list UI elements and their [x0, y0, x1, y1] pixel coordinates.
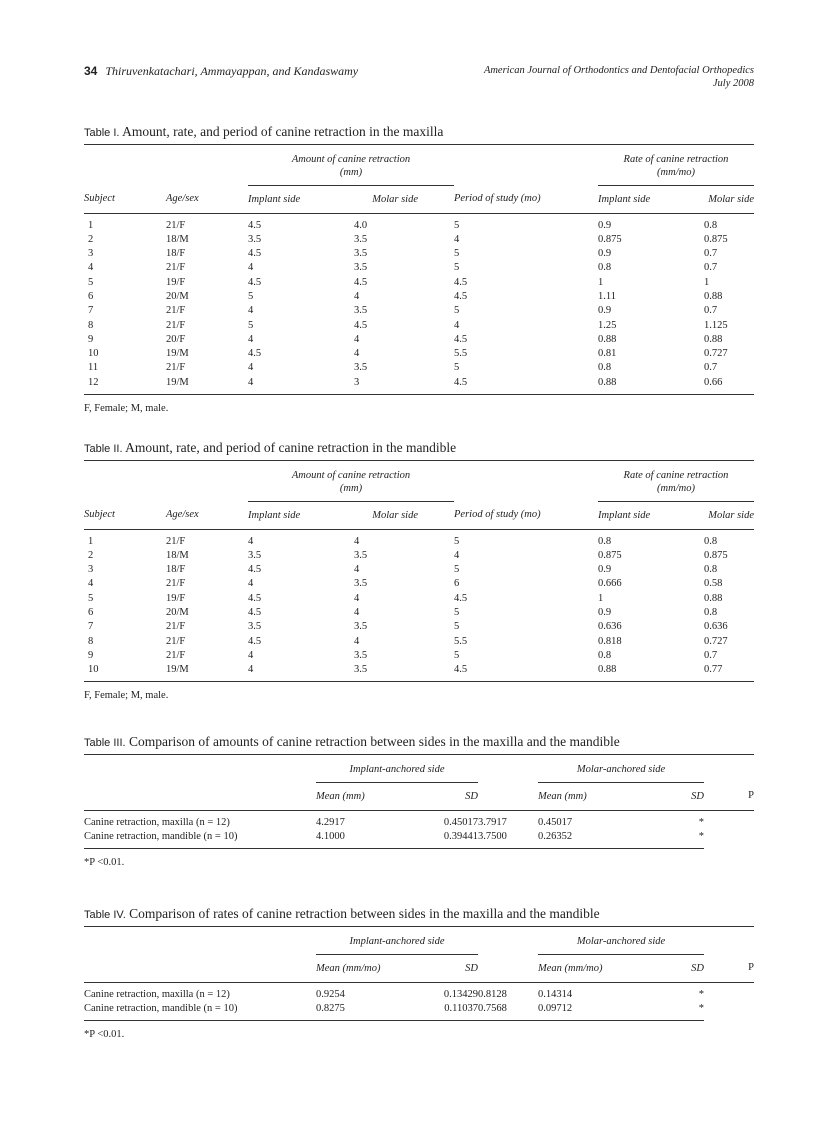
- table-row: [84, 376, 754, 395]
- table-row: [84, 276, 754, 290]
- table-cell: 20/M: [166, 606, 189, 618]
- table-cell: 4.5: [454, 376, 598, 395]
- table-cell: 0.81: [598, 348, 617, 360]
- table-cell: 5: [248, 290, 254, 302]
- table-cell: 4: [354, 290, 360, 302]
- table-cell: 0.13429: [443, 988, 478, 1000]
- table-cell: 5: [454, 362, 460, 374]
- table-cell: 3: [88, 564, 94, 576]
- table-cell: 0.88: [598, 663, 704, 682]
- table-cell: 21/F: [166, 621, 186, 633]
- table-cell: Canine retraction, maxilla (n = 12): [84, 816, 230, 828]
- table-cell: 4: [248, 578, 254, 590]
- column-headers: Mean (mm) SD Mean (mm) SD P: [84, 782, 754, 810]
- table-cell: 21/F: [166, 219, 186, 231]
- table-cell: *: [698, 988, 704, 1000]
- table-cell: 4: [354, 348, 360, 360]
- table-cell: 9: [88, 333, 94, 345]
- table-footnote: *P <0.01.: [84, 857, 125, 869]
- group-header-molar: Molar-anchored side: [576, 764, 666, 775]
- table-cell: 3.5: [354, 233, 368, 245]
- table-row: [84, 810, 754, 830]
- table-row: [84, 290, 754, 304]
- table-cell: 4: [454, 319, 460, 331]
- table-cell: 7: [88, 305, 94, 317]
- table-cell: 4: [354, 333, 360, 345]
- table-cell: 0.636: [598, 621, 622, 633]
- table-cell: 4.5: [248, 276, 262, 288]
- journal-name: American Journal of Orthodontics and Dentofacial Orthopedics: [483, 65, 754, 76]
- table-cell: 21/F: [166, 578, 186, 590]
- table-cell: 4.5: [248, 348, 262, 360]
- table-cell: 1: [704, 276, 710, 288]
- table-cell: 4: [248, 535, 254, 547]
- table-cell: 3.5: [354, 362, 368, 374]
- table-cell: 0.875: [598, 233, 622, 245]
- table-row: [84, 635, 754, 649]
- table-cell: 4.1000: [316, 830, 420, 849]
- group-header-implant: Implant-anchored side: [349, 764, 445, 775]
- table-cell: 19/F: [166, 276, 186, 288]
- table-cell: 3: [88, 248, 94, 260]
- table-cell: 0.727: [704, 348, 728, 360]
- table-cell: 4.5: [454, 333, 468, 345]
- table-row: [84, 549, 754, 563]
- table-cell: 4.5: [248, 606, 262, 618]
- table-cell: 0.26352: [538, 830, 642, 849]
- table-cell: 3.5: [354, 549, 368, 561]
- table-cell: 4.5: [354, 319, 368, 331]
- table-cell: 21/F: [166, 319, 186, 331]
- table-footnote: F, Female; M, male.: [84, 690, 169, 702]
- table-footnote: F, Female; M, male.: [84, 403, 169, 415]
- table-row: [84, 606, 754, 620]
- table-cell: Canine retraction, mandible (n = 10): [84, 1002, 316, 1021]
- table-cell: 21/F: [166, 535, 186, 547]
- table-cell: 4.5: [454, 290, 468, 302]
- table-cell: 4.2917: [316, 816, 345, 828]
- running-header-left: [84, 64, 358, 79]
- table-row: [84, 1002, 754, 1021]
- table-row: [84, 361, 754, 375]
- table-cell: 19/M: [166, 348, 189, 360]
- table-cell: 11: [88, 362, 99, 374]
- table-cell: 6: [88, 606, 94, 618]
- table-cell: 1: [598, 276, 604, 288]
- table-row: [84, 529, 754, 549]
- table-cell: 18/M: [166, 233, 189, 245]
- table-row: [84, 304, 754, 318]
- group-header-rate: Rate of canine retraction (mm/mo): [623, 470, 729, 494]
- table-cell: 20/F: [166, 333, 186, 345]
- table-row: [84, 663, 754, 682]
- table-caption: Table I. Amount, rate, and period of canine retraction in the maxilla: [84, 124, 444, 139]
- table-cell: 0.9: [598, 305, 612, 317]
- table-cell: 7: [88, 621, 94, 633]
- table-cell: 19/F: [166, 592, 186, 604]
- table-cell: 0.39441: [420, 830, 478, 849]
- table-cell: 0.88: [704, 290, 723, 302]
- table-cell: 19/M: [166, 376, 248, 395]
- table-cell: 0.58: [704, 578, 723, 590]
- table-cell: 0.7568: [478, 1002, 538, 1021]
- table-cell: 0.66: [704, 376, 754, 395]
- table-cell: 3.5: [248, 233, 262, 245]
- table-row: [84, 592, 754, 606]
- table-cell: 4: [354, 535, 360, 547]
- table-cell: 18/M: [166, 549, 189, 561]
- table-2: [84, 440, 754, 701]
- group-header-molar: Molar-anchored side: [576, 936, 666, 947]
- table-cell: 0.88: [704, 592, 723, 604]
- table-cell: 0.8: [704, 219, 718, 231]
- table-cell: 5: [454, 649, 460, 661]
- table-cell: 0.636: [704, 621, 728, 633]
- data-table: [84, 461, 754, 682]
- table-row: [84, 261, 754, 275]
- table-cell: *: [698, 816, 704, 828]
- table-cell: 1: [88, 535, 94, 547]
- table-cell: 0.666: [598, 578, 622, 590]
- table-cell: 4: [248, 262, 254, 274]
- table-cell: 12: [84, 376, 166, 395]
- table-cell: 4.5: [454, 592, 468, 604]
- table-cell: 21/F: [166, 262, 186, 274]
- table-row: [84, 247, 754, 261]
- table-row: [84, 830, 754, 849]
- table-cell: 8: [88, 635, 94, 647]
- table-3: [84, 734, 754, 868]
- table-cell: 4: [88, 262, 94, 274]
- table-cell: 5: [454, 535, 460, 547]
- table-cell: 5: [248, 319, 254, 331]
- group-header-amount: Amount of canine retraction (mm): [291, 154, 411, 178]
- table-cell: 0.7: [704, 305, 718, 317]
- table-cell: 0.9: [598, 606, 612, 618]
- table-cell: 3.7917: [478, 816, 507, 828]
- table-cell: 4: [88, 578, 94, 590]
- table-cell: 0.8275: [316, 1002, 420, 1021]
- table-row: [84, 577, 754, 591]
- table-cell: 4.5: [248, 592, 262, 604]
- table-cell: 4: [354, 564, 360, 576]
- table-cell: 3.7500: [478, 830, 538, 849]
- table-cell: 0.8: [598, 262, 612, 274]
- data-table: [84, 927, 754, 1021]
- table-cell: 5: [454, 262, 460, 274]
- table-cell: 0.727: [704, 635, 728, 647]
- table-cell: 5: [88, 592, 94, 604]
- table-cell: 0.88: [598, 333, 617, 345]
- table-cell: 21/F: [166, 362, 186, 374]
- table-cell: 0.8: [598, 649, 612, 661]
- table-cell: 0.875: [704, 233, 728, 245]
- table-cell: 0.7: [704, 248, 718, 260]
- table-cell: Canine retraction, mandible (n = 10): [84, 830, 316, 849]
- table-cell: 4: [248, 362, 254, 374]
- table-cell: 0.11037: [420, 1002, 478, 1021]
- table-cell: 0.45017: [538, 816, 573, 828]
- table-footnote: *P <0.01.: [84, 1029, 125, 1041]
- table-cell: 4: [248, 376, 354, 395]
- table-cell: 3.5: [354, 305, 368, 317]
- table-cell: 0.818: [598, 635, 622, 647]
- column-headers: Subject Age/sex Implant side Molar side Period of study (mo) Implant side Molar side: [84, 501, 754, 529]
- table-cell: 3.5: [354, 248, 368, 260]
- table-cell: 0.875: [598, 549, 622, 561]
- table-cell: 4: [354, 606, 360, 618]
- table-cell: 0.88: [704, 333, 723, 345]
- table-cell: 6: [88, 290, 94, 302]
- table-cell: 4.5: [248, 219, 262, 231]
- table-cell: 0.875: [704, 549, 728, 561]
- table-cell: 5.5: [454, 635, 468, 647]
- table-cell: 0.9254: [316, 988, 345, 1000]
- table-cell: 0.9: [598, 248, 612, 260]
- table-cell: 1: [598, 592, 604, 604]
- table-cell: 0.9: [598, 564, 612, 576]
- table-cell: 0.8: [704, 564, 718, 576]
- table-cell: 4.5: [248, 635, 262, 647]
- table-cell: 8: [88, 319, 94, 331]
- table-cell: 2: [88, 233, 94, 245]
- table-cell: 3: [354, 376, 454, 395]
- table-cell: 4: [248, 649, 254, 661]
- table-cell: 0.8: [598, 362, 612, 374]
- table-row: [84, 233, 754, 247]
- table-cell: 2: [88, 549, 94, 561]
- table-row: [84, 649, 754, 663]
- table-cell: 0.45017: [443, 816, 478, 828]
- table-row: [84, 982, 754, 1002]
- table-cell: 5: [454, 621, 460, 633]
- table-row: [84, 319, 754, 333]
- table-cell: 21/F: [166, 305, 186, 317]
- table-cell: 0.8: [704, 535, 718, 547]
- table-cell: 4: [248, 333, 254, 345]
- table-row: [84, 347, 754, 361]
- table-cell: 1: [88, 219, 94, 231]
- table-cell: 5: [454, 305, 460, 317]
- table-cell: 18/F: [166, 564, 186, 576]
- table-cell: 4: [248, 305, 254, 317]
- table-cell: 0.9: [598, 219, 612, 231]
- table-row: [84, 563, 754, 577]
- table-cell: 3.5: [354, 621, 368, 633]
- table-cell: 0.09712: [538, 1002, 642, 1021]
- table-cell: 4: [454, 233, 460, 245]
- table-caption: Table II. Amount, rate, and period of canine retraction in the mandible: [84, 440, 457, 455]
- column-headers: Mean (mm/mo) SD Mean (mm/mo) SD P: [84, 954, 754, 982]
- table-4: [84, 906, 754, 1040]
- issue-date: July 2008: [712, 78, 754, 89]
- table-cell: 4.0: [354, 219, 368, 231]
- table-cell: 18/F: [166, 248, 186, 260]
- group-header-rate: Rate of canine retraction (mm/mo): [623, 154, 729, 178]
- table-cell: 5: [88, 276, 94, 288]
- table-cell: 5: [454, 219, 460, 231]
- table-cell: 5.5: [454, 348, 468, 360]
- table-cell: Canine retraction, maxilla (n = 12): [84, 988, 230, 1000]
- table-cell: 1.11: [598, 290, 616, 302]
- table-cell: 0.8: [598, 535, 612, 547]
- table-caption: Table IV. Comparison of rates of canine retraction between sides in the maxilla and the mandible: [84, 906, 600, 921]
- table-caption: Table III. Comparison of amounts of canine retraction between sides in the maxilla and the mandible: [84, 734, 620, 749]
- page-number: 34: [84, 64, 98, 78]
- table-cell: 3.5: [354, 663, 454, 682]
- table-cell: 1.25: [598, 319, 617, 331]
- table-cell: 0.7: [704, 649, 718, 661]
- table-cell: 10: [84, 663, 166, 682]
- table-cell: 21/F: [166, 649, 186, 661]
- table-cell: 4.5: [248, 564, 262, 576]
- table-cell: 10: [88, 348, 99, 360]
- table-cell: 3.5: [354, 649, 368, 661]
- table-cell: 6: [454, 578, 460, 590]
- group-header-amount: Amount of canine retraction (mm): [291, 470, 411, 494]
- table-cell: 0.8128: [478, 988, 507, 1000]
- table-cell: 21/F: [166, 635, 186, 647]
- authors: Thiruvenkatachari, Ammayappan, and Kandaswamy: [105, 64, 359, 78]
- group-header-implant: Implant-anchored side: [349, 936, 445, 947]
- table-cell: *: [642, 1002, 704, 1021]
- table-cell: 0.8: [704, 606, 718, 618]
- table-cell: 5: [454, 606, 460, 618]
- table-cell: 0.77: [704, 663, 754, 682]
- table-cell: 3.5: [354, 262, 368, 274]
- table-cell: 4: [354, 635, 360, 647]
- table-cell: 1.125: [704, 319, 728, 331]
- table-cell: 4.5: [454, 276, 468, 288]
- table-row: [84, 620, 754, 634]
- table-cell: 0.7: [704, 262, 718, 274]
- table-row: [84, 333, 754, 347]
- table-cell: 4: [454, 549, 460, 561]
- table-cell: 0.14314: [538, 988, 573, 1000]
- table-cell: 3.5: [354, 578, 368, 590]
- running-header-right: [484, 64, 754, 90]
- table-cell: 4.5: [354, 276, 368, 288]
- table-cell: 4.5: [248, 248, 262, 260]
- table-cell: 9: [88, 649, 94, 661]
- table-cell: 4.5: [454, 663, 598, 682]
- table-cell: 20/M: [166, 290, 189, 302]
- table-cell: 3.5: [248, 549, 262, 561]
- data-table: [84, 145, 754, 395]
- table-cell: 3.5: [248, 621, 262, 633]
- table-cell: *: [642, 830, 704, 849]
- table-cell: 19/M: [166, 663, 248, 682]
- table-row: [84, 213, 754, 233]
- table-cell: 5: [454, 248, 460, 260]
- table-cell: 4: [354, 592, 360, 604]
- table-cell: 5: [454, 564, 460, 576]
- table-cell: 0.88: [598, 376, 704, 395]
- column-headers: Subject Age/sex Implant side Molar side Period of study (mo) Implant side Molar side: [84, 185, 754, 213]
- table-1: [84, 124, 754, 414]
- table-cell: 4: [248, 663, 354, 682]
- table-cell: 0.7: [704, 362, 718, 374]
- data-table: [84, 755, 754, 849]
